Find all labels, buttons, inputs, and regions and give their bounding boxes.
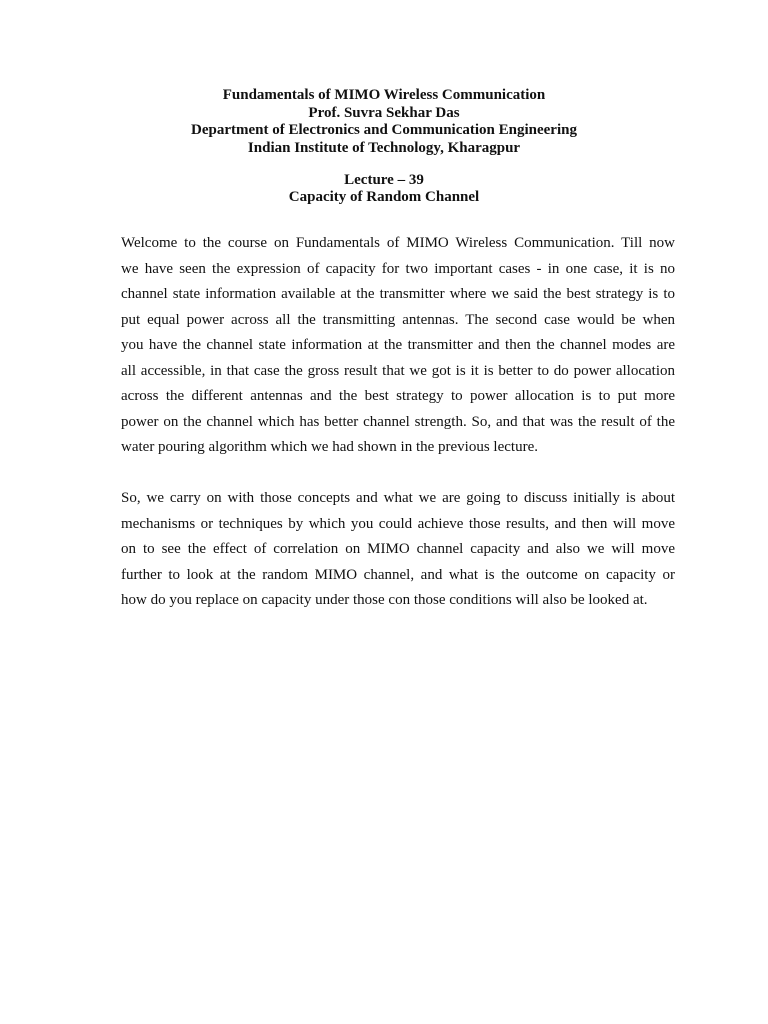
- paragraph-1: [121, 231, 675, 461]
- paragraph-line: Welcome to the course on Fundamentals of MIMO Wireless Communication. Till now: [121, 235, 675, 251]
- paragraph-line: power on the channel which has better channel strength. So, and that was the result of the: [121, 413, 675, 430]
- professor-name: Prof. Suvra Sekhar Das: [308, 104, 460, 121]
- lecture-number: Lecture – 39: [344, 172, 424, 188]
- paragraph-line: how do you replace on capacity under those con those conditions will also be looked at.: [121, 592, 648, 608]
- paragraph-line: mechanisms or techniques by which you could achieve those results, and then will move: [121, 515, 675, 532]
- document-header: [0, 87, 768, 157]
- paragraph-line: water pouring algorithm which we had shown in the previous lecture.: [121, 439, 538, 455]
- course-title: Fundamentals of MIMO Wireless Communication: [222, 87, 546, 103]
- paragraph-line: across the different antennas and the best strategy to power allocation is to put more: [121, 388, 675, 404]
- paragraph-line: all accessible, in that case the gross result that we got is it is better to do power allocation: [121, 362, 675, 379]
- lecture-title: Capacity of Random Channel: [288, 189, 480, 205]
- paragraph-line: put equal power across all the transmitting antennas. The second case would be when: [121, 311, 675, 328]
- department-name: Department of Electronics and Communication Engineering: [191, 122, 577, 138]
- lecture-heading: [0, 172, 768, 206]
- institute-name: Indian Institute of Technology, Kharagpur: [247, 139, 521, 156]
- paragraph-line: on to see the effect of correlation on MIMO channel capacity and also we will move: [121, 541, 675, 557]
- paragraph-line: we have seen the expression of capacity for two important cases - in one case, it is no: [121, 260, 675, 277]
- paragraph-line: you have the channel state information at the transmitter and then the channel modes are: [121, 337, 675, 353]
- paragraph-line: So, we carry on with those concepts and what we are going to discuss initially is about: [121, 490, 675, 506]
- paragraph-line: channel state information available at the transmitter where we said the best strategy is to: [121, 286, 675, 302]
- paragraph-2: [121, 486, 675, 614]
- paragraph-line: further to look at the random MIMO channel, and what is the outcome on capacity or: [121, 566, 675, 583]
